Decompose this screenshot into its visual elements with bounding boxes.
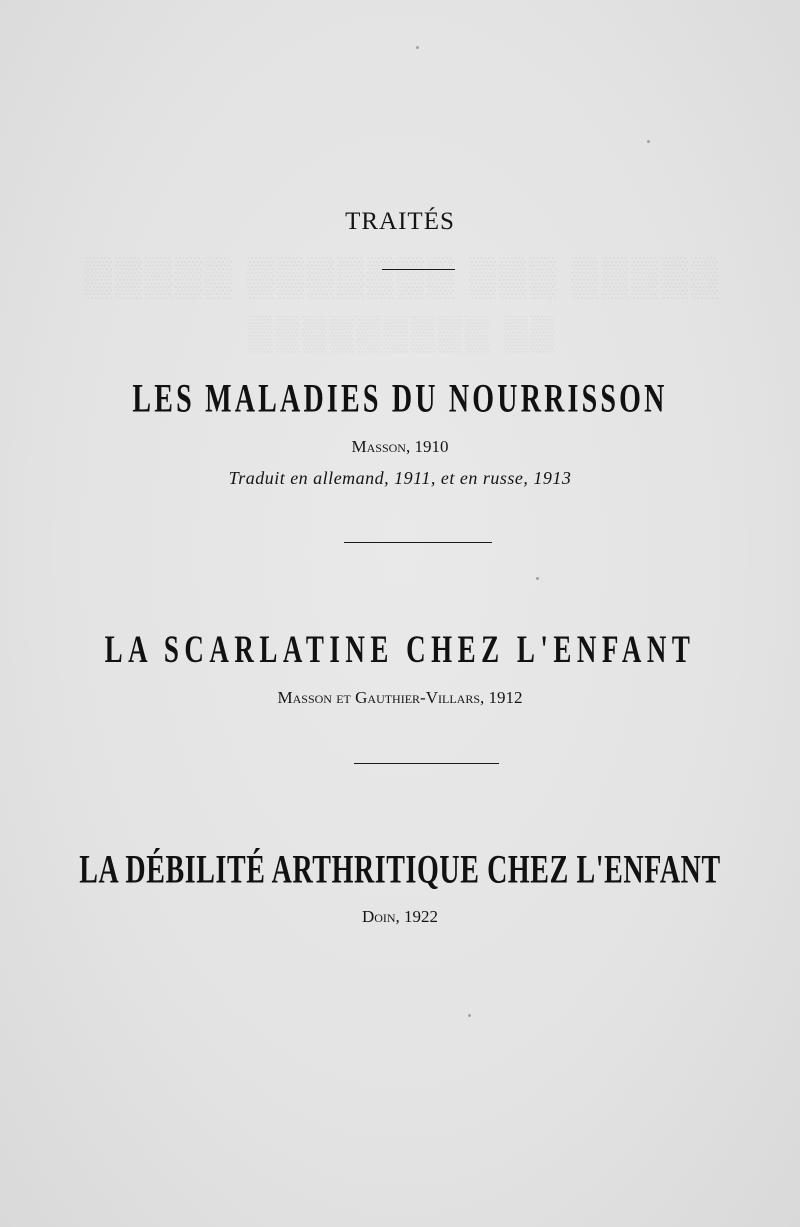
paper-speck xyxy=(647,140,650,143)
show-through-text xyxy=(0,255,800,299)
divider xyxy=(354,763,499,764)
paper-speck xyxy=(468,1014,471,1017)
section-heading: TRAITÉS xyxy=(345,208,455,235)
book-publisher: Masson, 1910 xyxy=(351,437,449,456)
book-title: LA DÉBILITÉ ARTHRITIQUE CHEZ L'ENFANT xyxy=(79,847,721,893)
book-publisher: Masson et Gauthier-Villars, 1912 xyxy=(277,688,523,707)
divider xyxy=(382,269,455,270)
book-translation: Traduit en allemand, 1911, et en russe, 1913 xyxy=(228,468,572,488)
book-title: LA SCARLATINE CHEZ L'ENFANT xyxy=(104,627,696,671)
paper-speck xyxy=(536,577,539,580)
book-publisher: Doin, 1922 xyxy=(361,907,439,926)
book-title: LES MALADIES DU NOURRISSON xyxy=(132,376,668,422)
show-through-text xyxy=(0,315,800,353)
divider xyxy=(344,542,492,543)
paper-speck xyxy=(416,46,419,49)
